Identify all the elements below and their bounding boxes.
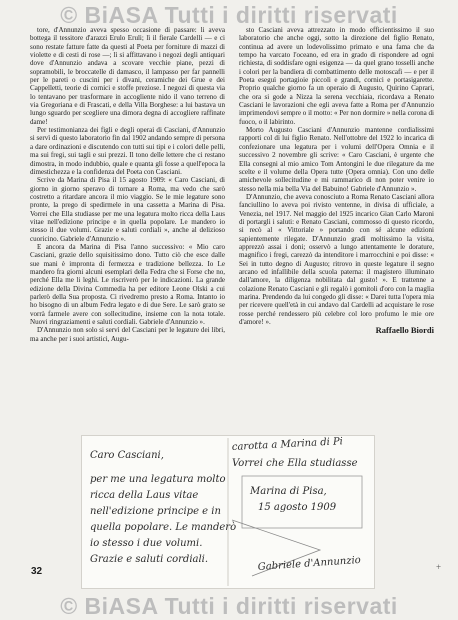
handwritten-letter-facsimile xyxy=(82,436,374,588)
article-body xyxy=(30,26,434,436)
letter-line: Vorrei che Ella studiasse xyxy=(232,458,358,469)
letter-line: io stesso i due volumi. xyxy=(90,538,203,549)
left-paragraph: tore, d'Annunzio aveva spesso occasione di passare: li aveva bottega il tessitore d'arazzi Erulo Eruli; lì il fierale Cardelli — e ci sono restate fatture fatte da questi al Poeta per forniture di mazzi di violette e di cesti di rose —; lì si affittavano i negozi degli antiquari dove d'Annunzio andava a scovare vecchie piane, pezzi di sopramobili, le broccatelle di damasco, il lampasso per far pannelli per le pareti o cuscini per i divani, ceramiche dei Grue e dei Cappelletti, teorie di cornici e stoffe preziose. I negozi di questa via lo tentavano per trasformare in accogliente nido il vano terreno di via Gregoriana e di Frascati, e della Villa Borghese: a lui bastava un lungo sguardo per scegliere una dimora degna di accogliere raffinate dame! xyxy=(30,26,225,126)
right-paragraph: sto Casciani aveva attrezzato in modo efficientissimo il suo laboratorio che anche oggi, sotto la direzione del figlio Renato, continua ad avere un lodevolissimo primato e una fama che da tempo ha varcato l'oceano, ed era in grado di rispondere ad ogni richiesta, di soddisfare ogni esigenza — da quel grano tosselli anche i colori per la bandiera di combattimento delle motoscafi — e per il Poeta eseguì portagioie piccoli e grandi, cornici e portasigarette. Proprio qualche giorno fa un operaio di Augusto, Quirino Caprari, che ora si gode a Nizza la serena vecchiaia, ricordava a Renato Casciani le lavorazioni che egli aveva fatte a Roma per d'Annunzio imprimendovi sempre o il motto: « Per non dormire » nella corona di fuoco, o il labirinto. xyxy=(239,26,434,126)
left-paragraph: D'Annunzio non solo si servì del Casciani per le legature dei libri, ma anche per i suoi artistici, Augu- xyxy=(30,326,225,343)
watermark-bottom: © BiASA Tutti i diritti riservati xyxy=(60,593,398,619)
watermark-top: © BiASA Tutti i diritti riservati xyxy=(60,2,398,28)
letter-line: Grazie e saluti cordiali. xyxy=(90,554,209,565)
left-paragraph: Per testimonianza dei figli e degli operai di Casciani, d'Annunzio si servì di questo laboratorio fin dal 1902 andando sempre di persona a dare ordinazioni e discutendo con tutti sui tipi e i colori delle pelli, ma sui fregi, sui tagli e sui prezzi. Il tono delle lettere che ci restano dimostra, in modo indubbio, quale e quanta gli fosse a quell'epoca la dimestichezza e la confidenza del Poeta con Casciani. xyxy=(30,126,225,176)
right-column xyxy=(239,26,434,436)
left-paragraph: Scrive da Marina di Pisa il 15 agosto 1909: « Caro Casciani, di giorno in giorno speravo di tornare a Roma, ma vedo che sarò costretto a ritardare ancora il mio viaggio. Se le mie legature sono pronte, la prego di spedirmele in una cassetta a Marina di Pisa. Vorrei che Ella studiasse per me una legatura molto ricca della Laus vitae nell'edizione principe e in quella popolare. Le mandero io stesso il due volumi. Grazie e saluti cordiali », anche al delizioso cuoricino. Gabriele d'Annunzio ». xyxy=(30,176,225,243)
author-signature: Raffaello Biordi xyxy=(375,325,434,336)
right-paragraph: D'Annunzio, che aveva conosciuto a Roma Renato Casciani allora fanciullino lo aveva poi rivisto ventenne, in divisa di ufficiale, a Venezia, nel 1917. Nel maggio del 1925 incarico Gian Carlo Maroni di portargli i saluti: e Renato Casciani, commosso di questo ricordo, si recò al « Vittoriale » portando con sé alcune edizioni sapientemente rilegate. D'Annunzio gradì moltissimo la visita, apprezzò assai i doni; osservò a lungo attentamente le dorature, magnifico i fregi, carezzò da intenditore i marrocchini e poi disse: « Sei in tutto degno di Augusto; ritrovo in queste legature il segno arcano ed infallibile della scuola paterna: il magistero illuminato dall'amore, la diligenza nobilitata dal gusto! ». E trattenne a colazione Renato Casciani e gli regalò i gomitoli d'oro con la maglia marina. Prendendo da lui congedo gli disse: « Darei tutta l'opera mia per ricevere quell'età in cui andavo dal Cardelli ad acquistare le rose rosse perché rendessero più celebre col loro profumo le mie ore d'amore! ». xyxy=(239,192,434,327)
letter-header: carotta a Marina di Pi xyxy=(231,436,344,453)
letter-line: quella popolare. Le manderò xyxy=(90,522,237,533)
letter-place: Marina di Pisa, xyxy=(250,486,327,497)
letter-date: 15 agosto 1909 xyxy=(258,502,337,513)
letter-greeting: Caro Casciani, xyxy=(90,450,164,461)
left-paragraph: E ancora da Marina di Pisa l'anno successivo: « Mio caro Casciani, grazie dello squisitissimo dono. Tutto ciò che esce dalle sue mani è impronta di fermezza e tradizione bellezza. Io Le mandero fra giorni alcuni esemplari della Fedra che si Forse che no, perché Ella me li leghi. Le riscriverò per le indicazioni. La grande edizione della Divina Commedia ha per editore Leone Olski a cui parlerò della Sua proposta. Ci rivedremo presto a Roma. Intanto io ho bisogno di un album Fedra legato e di due Sere. Le sarò grato se vorrà farmele avere con sollecitudine, insieme con la nota totale. Nuovi ringraziamenti e saluti cordiali. Gabriele d'Annunzio ». xyxy=(30,242,225,327)
letter-line: ricca della Laus vitae xyxy=(90,490,199,501)
letter-line: per me una legatura molto xyxy=(90,474,226,485)
letter-line: nell'edizione principe e in xyxy=(90,506,221,517)
letter-drawing xyxy=(82,436,374,588)
left-column xyxy=(30,26,225,436)
page-number: 32 xyxy=(31,566,43,577)
right-paragraph: Morto Augusto Casciani d'Annunzio mantenne cordialissimi rapporti col di lui figlio Renato. Nell'ottobre del 1922 lo incarica di confezionare una legatura per i volumi dell'Opera Omnia e il successivo 2 novembre gli scrive: « Caro Casciani, è urgente che Ella consegni al mio amico Tom Antongini le due rilegature da me scelte e il volume della Opera tutte (Opera omnia). Con uno delle amichevole sollecitudine e mi rammarico di non poter venire io stesso nella mia bella Via del Babuino! Gabriele d'Annunzio ». xyxy=(239,126,434,193)
letter-signature: Gabriele d'Annunzio xyxy=(257,554,362,573)
corner-mark: + xyxy=(436,562,442,572)
